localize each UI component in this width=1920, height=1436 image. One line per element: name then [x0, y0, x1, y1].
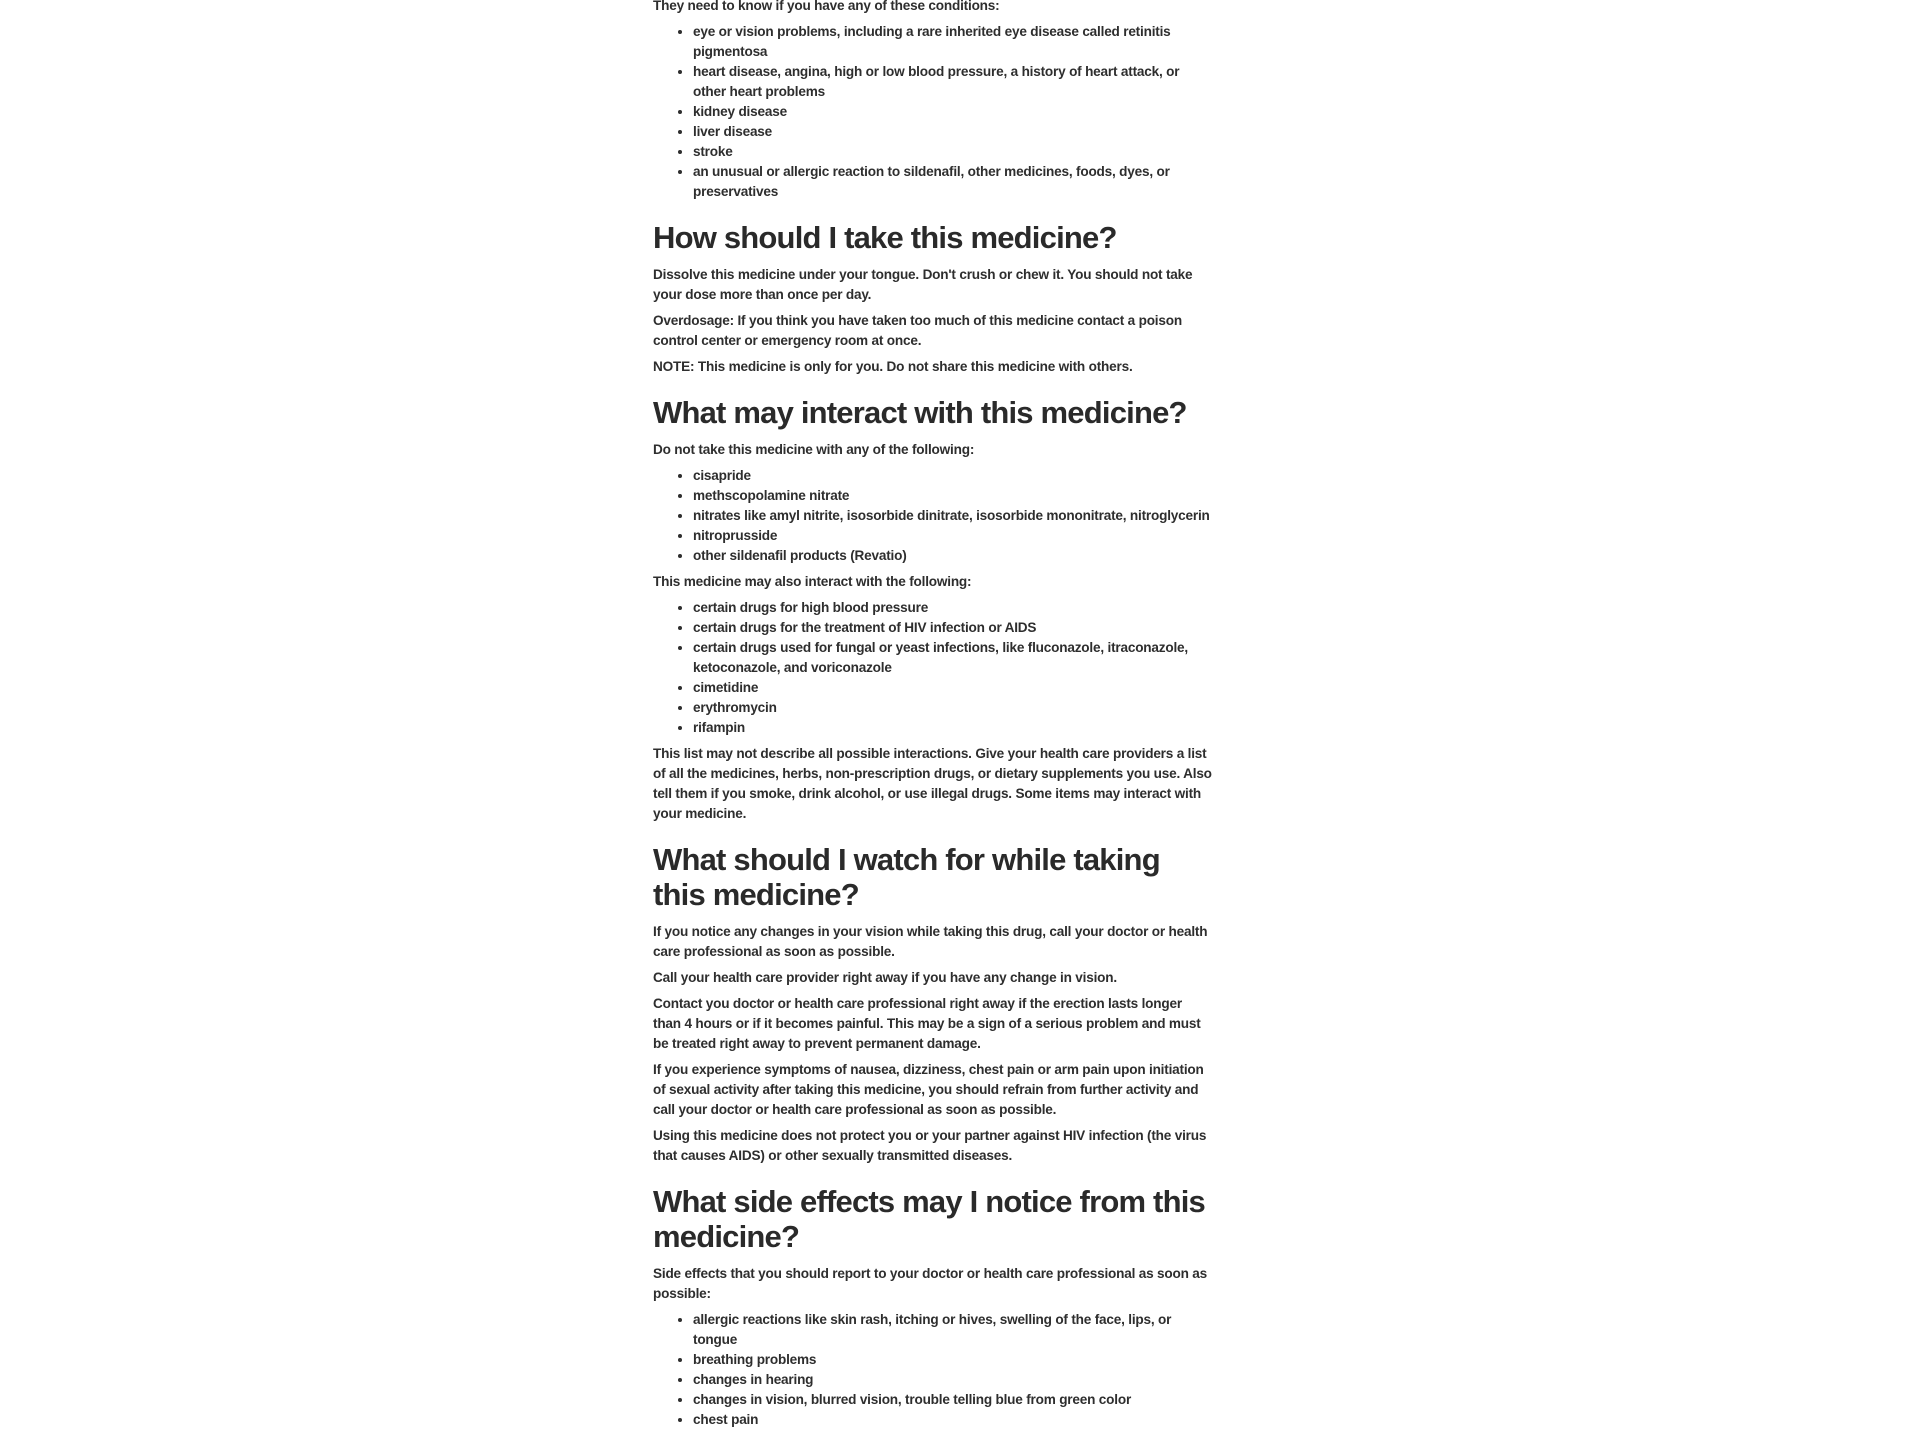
conditions-intro: They need to know if you have any of these conditions: [653, 0, 1000, 13]
list-item: • heart disease, angina, high or low blood pressure, a history of heart attack, or other heart problems [693, 62, 1213, 102]
watch-for-heading: What should I watch for while taking this medicine? [653, 842, 1160, 912]
list-item: • certain drugs for high blood pressure [693, 598, 1213, 618]
list-item: • chest pain [693, 1410, 1213, 1430]
list-item: • certain drugs used for fungal or yeast infections, like fluconazole, itraconazole, ketoconazole, and voriconazole [693, 638, 1213, 678]
list-item: • stroke [693, 142, 1213, 162]
side-effects-heading: What side effects may I notice from this medicine? [653, 1184, 1205, 1254]
paragraph: Overdosage: If you think you have taken too much of this medicine contact a poison control center or emergency room at once. [653, 313, 1182, 348]
may-also-interact-list [653, 598, 1213, 738]
list-item: • cisapride [693, 466, 1213, 486]
do-not-take-list [653, 466, 1213, 566]
article-content [653, 0, 1213, 1436]
paragraph: Dissolve this medicine under your tongue. Don't crush or chew it. You should not take your dose more than once per day. [653, 267, 1193, 302]
list-item: • nitrates like amyl nitrite, isosorbide dinitrate, isosorbide mononitrate, nitroglycerin [693, 506, 1213, 526]
list-item: • changes in vision, blurred vision, trouble telling blue from green color [693, 1390, 1213, 1410]
list-item: • methscopolamine nitrate [693, 486, 1213, 506]
list-item: • liver disease [693, 122, 1213, 142]
list-item: • kidney disease [693, 102, 1213, 122]
list-item: • eye or vision problems, including a rare inherited eye disease called retinitis pigmentosa [693, 22, 1213, 62]
paragraph: Using this medicine does not protect you or your partner against HIV infection (the virus that causes AIDS) or other sexually transmitted diseases. [653, 1128, 1207, 1163]
list-item: • cimetidine [693, 678, 1213, 698]
side-effects-list [653, 1310, 1213, 1430]
paragraph: NOTE: This medicine is only for you. Do not share this medicine with others. [653, 359, 1133, 374]
do-not-take-intro: Do not take this medicine with any of the following: [653, 442, 975, 457]
list-item: • breathing problems [693, 1350, 1213, 1370]
list-item: • nitroprusside [693, 526, 1213, 546]
list-item: • changes in hearing [693, 1370, 1213, 1390]
conditions-list [653, 22, 1213, 202]
how-to-take-heading: How should I take this medicine? [653, 220, 1117, 255]
list-item: • erythromycin [693, 698, 1213, 718]
list-item: • an unusual or allergic reaction to sildenafil, other medicines, foods, dyes, or preservatives [693, 162, 1213, 202]
may-also-interact-intro: This medicine may also interact with the following: [653, 574, 972, 589]
paragraph: If you notice any changes in your vision while taking this drug, call your doctor or health care professional as soon as possible. [653, 924, 1208, 959]
list-item: • other sildenafil products (Revatio) [693, 546, 1213, 566]
list-item: • certain drugs for the treatment of HIV infection or AIDS [693, 618, 1213, 638]
paragraph: If you experience symptoms of nausea, dizziness, chest pain or arm pain upon initiation of sexual activity after taking this medicine, you should refrain from further activity and call your doctor or health care professional as soon as possible. [653, 1062, 1204, 1117]
side-effects-intro: Side effects that you should report to your doctor or health care professional as soon as possible: [653, 1266, 1208, 1301]
list-item: • rifampin [693, 718, 1213, 738]
paragraph: Contact you doctor or health care professional right away if the erection lasts longer than 4 hours or if it becomes painful. This may be a sign of a serious problem and must be treated right away to prevent permanent damage. [653, 996, 1201, 1051]
interactions-heading: What may interact with this medicine? [653, 395, 1187, 430]
paragraph: Call your health care provider right away if you have any change in vision. [653, 970, 1117, 985]
list-item: • allergic reactions like skin rash, itching or hives, swelling of the face, lips, or tongue [693, 1310, 1213, 1350]
interactions-closing: This list may not describe all possible interactions. Give your health care providers a list of all the medicines, herbs, non-prescription drugs, or dietary supplements you use. Also tell them if you smoke, drink alcohol, or use illegal drugs. Some items may interact with your medicine. [653, 746, 1212, 821]
